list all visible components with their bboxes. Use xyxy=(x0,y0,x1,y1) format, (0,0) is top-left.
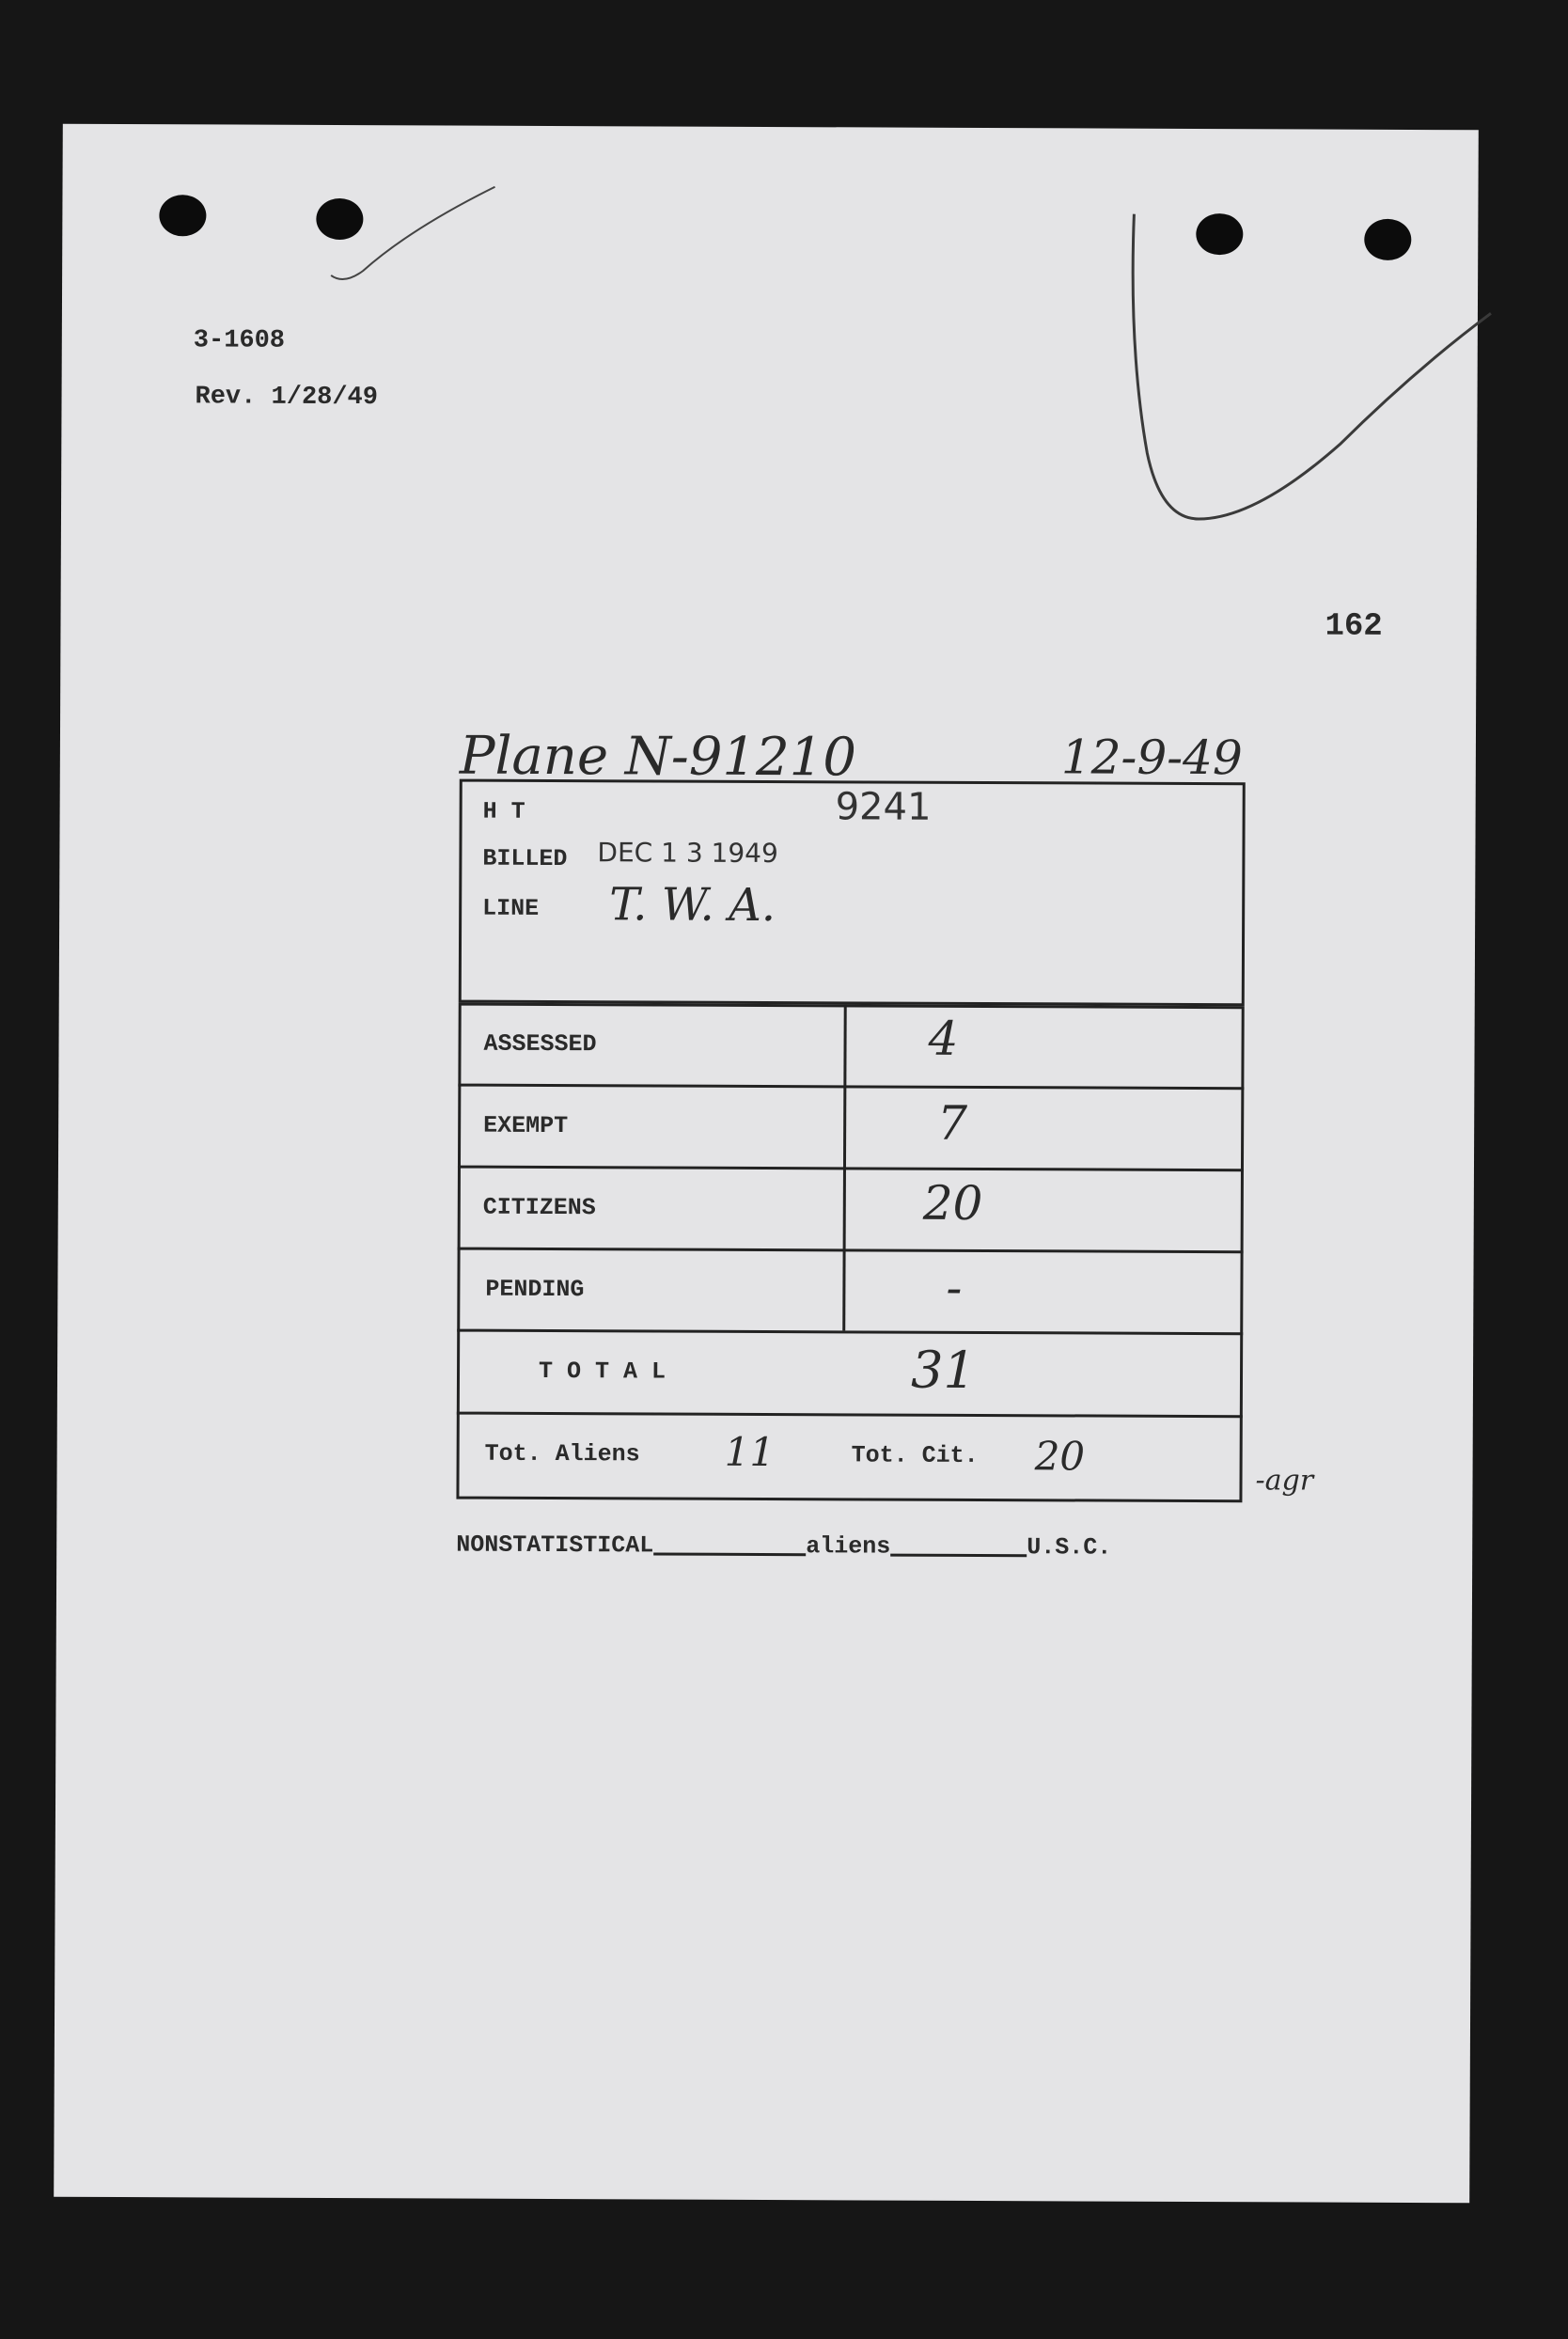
usc-blank xyxy=(890,1554,1027,1558)
large-check-mark xyxy=(1058,208,1501,614)
total-aliens-value: 11 xyxy=(724,1428,776,1476)
handwritten-check-mark xyxy=(325,181,514,295)
ht-label: H T xyxy=(482,797,525,825)
row-value-assessed: 4 xyxy=(928,1011,959,1066)
billed-label: BILLED xyxy=(482,844,568,873)
ht-number: 9241 xyxy=(835,785,932,829)
row-label-pending: PENDING xyxy=(485,1275,585,1304)
document-sheet xyxy=(54,124,1479,2204)
initials: -agr xyxy=(1255,1464,1314,1498)
page-number: 162 xyxy=(1325,608,1383,645)
total-citizens-value: 20 xyxy=(1034,1433,1086,1480)
row-value-pending: - xyxy=(946,1260,963,1315)
row-label-citizens: CITIZENS xyxy=(482,1193,596,1222)
total-aliens-label: Tot. Aliens xyxy=(484,1439,640,1468)
handwritten-plane: Plane N-91210 xyxy=(459,725,857,789)
form-number: 3-1608 xyxy=(193,326,286,355)
revision-date: Rev. 1/28/49 xyxy=(195,383,379,413)
nonstatistical-label: NONSTATISTICAL xyxy=(456,1531,654,1560)
row-value-citizens: 20 xyxy=(922,1175,983,1232)
punch-hole xyxy=(159,195,206,236)
handwritten-date: 12-9-49 xyxy=(1060,730,1243,786)
line-label: LINE xyxy=(482,894,540,922)
aliens-label: aliens xyxy=(806,1532,891,1561)
total-value: 31 xyxy=(910,1340,976,1400)
row-label-assessed: ASSESSED xyxy=(483,1029,597,1059)
total-citizens-label: Tot. Cit. xyxy=(851,1441,979,1469)
row-label-exempt: EXEMPT xyxy=(483,1111,569,1140)
line-value: T. W. A. xyxy=(609,878,776,933)
nonstatistical-line xyxy=(456,1531,1111,1562)
usc-label: U.S.C. xyxy=(1027,1533,1112,1562)
row-value-exempt: 7 xyxy=(937,1095,968,1151)
total-label: T O T A L xyxy=(538,1357,666,1386)
aliens-blank xyxy=(653,1552,806,1556)
billed-stamp: DEC 1 3 1949 xyxy=(597,837,778,870)
